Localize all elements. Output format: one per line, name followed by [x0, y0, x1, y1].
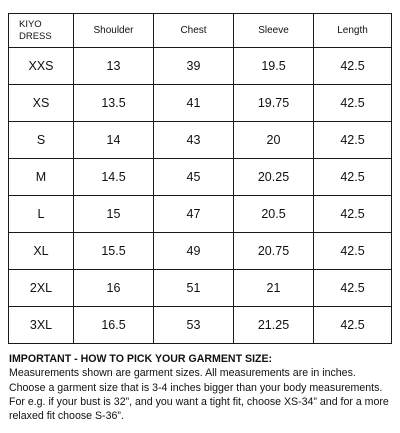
column-header-chest: Chest	[154, 14, 234, 48]
column-header-length: Length	[314, 14, 392, 48]
shoulder-cell: 14.5	[74, 159, 154, 196]
column-header-shoulder: Shoulder	[74, 14, 154, 48]
size-label-cell: XS	[9, 85, 74, 122]
sleeve-cell: 19.5	[234, 48, 314, 85]
sleeve-cell: 20.25	[234, 159, 314, 196]
size-label-cell: M	[9, 159, 74, 196]
sleeve-cell: 21.25	[234, 307, 314, 344]
shoulder-cell: 16	[74, 270, 154, 307]
garment-name-header	[9, 14, 74, 48]
garment-name-line2: DRESS	[19, 30, 52, 42]
table-row	[9, 270, 392, 307]
garment-name-line1: KIYO	[19, 18, 42, 30]
table-row	[9, 307, 392, 344]
sleeve-cell: 20.75	[234, 233, 314, 270]
chest-cell: 51	[154, 270, 234, 307]
shoulder-cell: 15.5	[74, 233, 154, 270]
size-guide-notes	[9, 352, 395, 423]
chest-cell: 39	[154, 48, 234, 85]
size-label-cell: S	[9, 122, 74, 159]
size-label-cell: L	[9, 196, 74, 233]
table-row	[9, 48, 392, 85]
length-cell: 42.5	[314, 307, 392, 344]
table-row	[9, 233, 392, 270]
size-label-cell: 2XL	[9, 270, 74, 307]
length-cell: 42.5	[314, 48, 392, 85]
sleeve-cell: 20	[234, 122, 314, 159]
shoulder-cell: 13	[74, 48, 154, 85]
sleeve-cell: 21	[234, 270, 314, 307]
chest-cell: 45	[154, 159, 234, 196]
shoulder-cell: 13.5	[74, 85, 154, 122]
chest-cell: 47	[154, 196, 234, 233]
chest-cell: 41	[154, 85, 234, 122]
shoulder-cell: 15	[74, 196, 154, 233]
size-guide-line-choose-size: Choose a garment size that is 3-4 inches bigger than your body measurements.	[9, 381, 383, 394]
length-cell: 42.5	[314, 233, 392, 270]
table-row	[9, 122, 392, 159]
length-cell: 42.5	[314, 122, 392, 159]
shoulder-cell: 14	[74, 122, 154, 159]
table-row	[9, 196, 392, 233]
table-row	[9, 159, 392, 196]
chest-cell: 49	[154, 233, 234, 270]
table-header-row	[9, 14, 392, 48]
size-guide-heading: IMPORTANT - HOW TO PICK YOUR GARMENT SIZE:	[9, 353, 273, 365]
size-guide-line-example: For e.g. if your bust is 32”, and you want a tight fit, choose XS-34” and for a more relaxed fit choose S-36”.	[9, 395, 389, 423]
size-label-cell: XXS	[9, 48, 74, 85]
length-cell: 42.5	[314, 85, 392, 122]
size-chart-table	[8, 13, 392, 344]
size-label-cell: XL	[9, 233, 74, 270]
chest-cell: 53	[154, 307, 234, 344]
length-cell: 42.5	[314, 196, 392, 233]
chest-cell: 43	[154, 122, 234, 159]
table-row	[9, 85, 392, 122]
length-cell: 42.5	[314, 270, 392, 307]
sleeve-cell: 19.75	[234, 85, 314, 122]
size-label-cell: 3XL	[9, 307, 74, 344]
column-header-sleeve: Sleeve	[234, 14, 314, 48]
size-guide-line-measurements: Measurements shown are garment sizes. All measurements are in inches.	[9, 367, 356, 380]
length-cell: 42.5	[314, 159, 392, 196]
sleeve-cell: 20.5	[234, 196, 314, 233]
shoulder-cell: 16.5	[74, 307, 154, 344]
